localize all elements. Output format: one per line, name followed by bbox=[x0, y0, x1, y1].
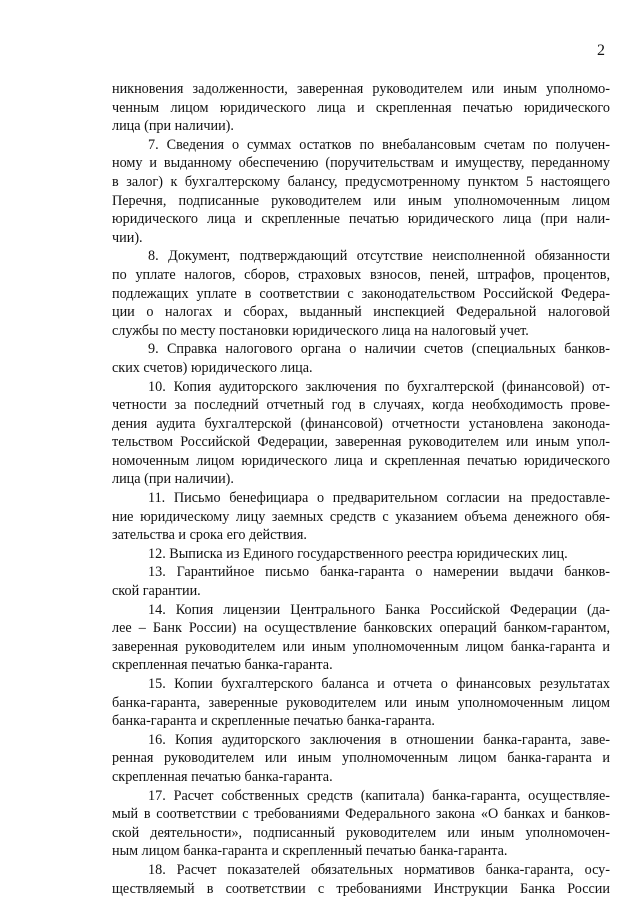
text-line: ции о налогах и сборах, выданный инспекцией Федеральной налоговой bbox=[112, 304, 610, 321]
text-line: четности за последний отчетный год в случаях, когда необходимость прове- bbox=[112, 397, 610, 414]
paragraph-first-line: 17. Расчет собственных средств (капитала) банка-гаранта, осуществляе- bbox=[148, 787, 610, 804]
text-line: ние юридическому лицу заемных средств с указанием объема денежного обя- bbox=[112, 508, 610, 525]
text-line: ренная руководителем или иным уполномоченным лицом банка-гаранта и bbox=[112, 750, 610, 767]
text-line: скрепленная печатью банка-гаранта. bbox=[112, 657, 333, 674]
text-line: лица (при наличии). bbox=[112, 471, 234, 488]
paragraph-first-line: 16. Копия аудиторского заключения в отношении банка-гаранта, заве- bbox=[148, 731, 610, 748]
text-line: заверенная руководителем или иным уполномоченным лицом банка-гаранта и bbox=[112, 638, 610, 655]
paragraph-first-line: 8. Документ, подтверждающий отсутствие неисполненной обязанности bbox=[148, 248, 610, 265]
text-line: дения аудита бухгалтерской (финансовой) отчетности установлена законода- bbox=[112, 415, 610, 432]
text-line: чии). bbox=[112, 229, 143, 246]
paragraph-first-line: 12. Выписка из Единого государственного реестра юридических лиц. bbox=[148, 545, 568, 562]
text-line: номоченным лицом юридического лица и скрепленная печатью юридического bbox=[112, 452, 610, 469]
text-line: в залог) к бухгалтерскому балансу, предусмотренному пунктом 5 настоящего bbox=[112, 173, 610, 190]
text-line: ской деятельности», подписанный руководителем или иным уполномочен- bbox=[112, 824, 610, 841]
page-number: 2 bbox=[597, 42, 605, 59]
paragraph-first-line: 15. Копии бухгалтерского баланса и отчета о финансовых результатах bbox=[148, 676, 610, 692]
text-line: лица (при наличии). bbox=[112, 118, 234, 135]
text-line: банка-гаранта, заверенные руководителем или иным уполномоченным лицом bbox=[112, 694, 610, 711]
text-line: мый в соответствии с требованиями Федерального закона «О банках и банков- bbox=[112, 806, 610, 823]
text-line: ской гарантии. bbox=[112, 583, 201, 600]
paragraph-first-line: 7. Сведения о суммах остатков по внебалансовым счетам по получен- bbox=[148, 136, 610, 153]
text-line: банка-гаранта и скрепленные печатью банка-гаранта. bbox=[112, 713, 435, 730]
text-line: ществляемый в соответствии с требованиями Инструкции Банка России bbox=[112, 880, 610, 897]
text-line: скрепленная печатью банка-гаранта. bbox=[112, 768, 333, 785]
text-line: ченным лицом юридического лица и скрепленная печатью юридического bbox=[112, 99, 610, 116]
text-line: службы по месту постановки юридического лица на налоговый учет. bbox=[112, 322, 529, 339]
text-line: тельством Российской Федерации, заверенная руководителем или иным упол- bbox=[112, 434, 610, 451]
text-line: лее – Банк России) на осуществление банковских операций банком-гарантом, bbox=[112, 620, 610, 637]
paragraph-first-line: 9. Справка налогового органа о наличии счетов (специальных банков- bbox=[148, 341, 610, 358]
paragraph-first-line: 14. Копия лицензии Центрального Банка Российской Федерации (да- bbox=[148, 601, 610, 618]
document-body bbox=[112, 80, 610, 898]
text-line: ному и выданному обеспечению (поручительствам и имуществу, переданному bbox=[112, 155, 610, 172]
text-line: ских счетов) юридического лица. bbox=[112, 359, 313, 376]
text-line: юридического лица и скрепленные печатью юридического лица (при нали- bbox=[112, 211, 610, 228]
paragraph-first-line: 11. Письмо бенефициара о предварительном согласии на предоставле- bbox=[148, 490, 610, 507]
text-line: Перечня, подписанные руководителем или иным уполномоченным лицом bbox=[112, 192, 610, 209]
text-line: никновения задолженности, заверенная руководителем или иным уполномо- bbox=[112, 81, 610, 97]
paragraph-first-line: 13. Гарантийное письмо банка-гаранта о намерении выдачи банков- bbox=[148, 564, 610, 581]
text-line: по уплате налогов, сборов, страховых взносов, пеней, штрафов, процентов, bbox=[112, 266, 610, 283]
paragraph-first-line: 10. Копия аудиторского заключения по бухгалтерской (финансовой) от- bbox=[148, 378, 610, 395]
text-line: подлежащих уплате в соответствии с законодательством Российской Федера- bbox=[112, 285, 610, 302]
text-line: зательства и срока его действия. bbox=[112, 527, 307, 544]
text-line: ным лицом банка-гаранта и скрепленный печатью банка-гаранта. bbox=[112, 843, 508, 860]
paragraph-first-line: 18. Расчет показателей обязательных нормативов банка-гаранта, осу- bbox=[148, 861, 610, 878]
